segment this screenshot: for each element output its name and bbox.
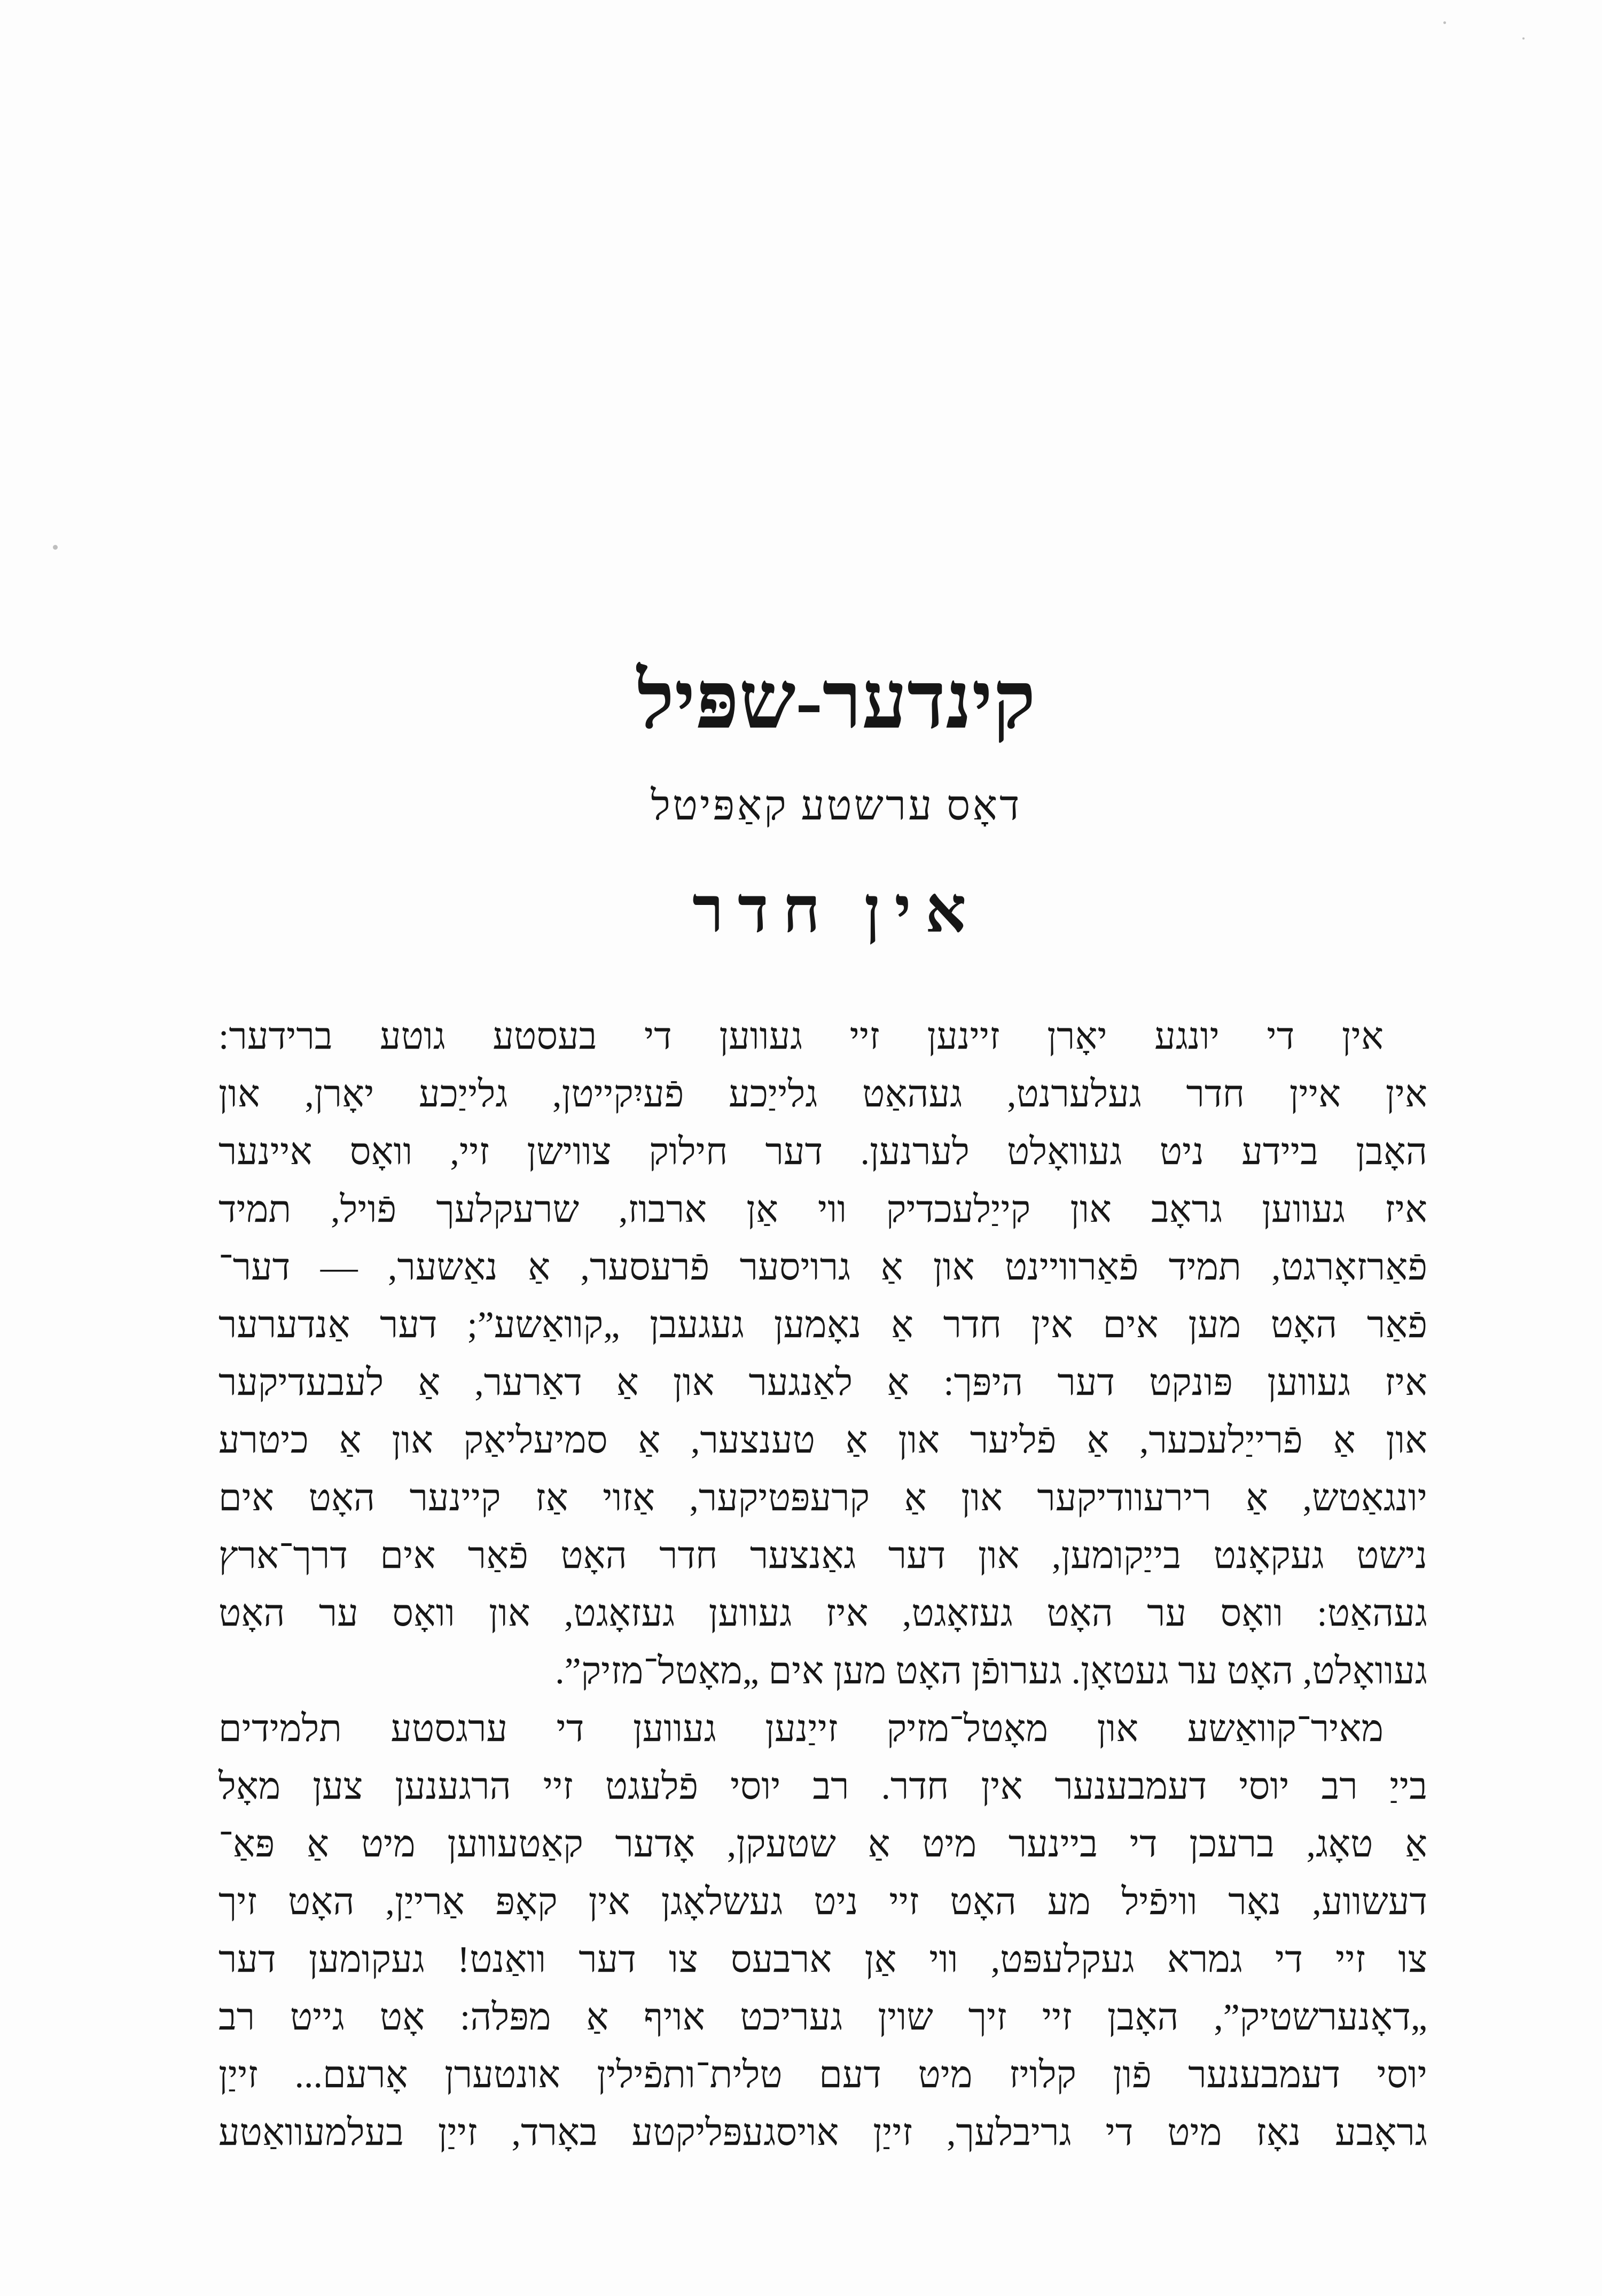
text-line: יונגאַטש, אַ רירעוודיקער און אַ קרעפּטיקער, אַזוי אַז קיינער האָט אים (218, 1478, 1427, 1519)
text-line: איז געווען פּונקט דער היפּך: אַ לאַנגער און אַ דאַרער, אַ לעבעדיקער (218, 1362, 1427, 1403)
text-line: צו זיי די גמרא געקלעפּט, ווי אַן ארבעס צו דער וואַנט! געקומען דער (218, 1939, 1427, 1980)
text-line: איז געווען גראָב און קייַלעכדיק ווי אַן ארבוז, שרעקלעך פֿויל, תמיד (218, 1189, 1427, 1230)
text-line: האָבן ביידע ניט געוואָלט לערנען. דער חילוק צווישן זיי, וואָס איינער (218, 1131, 1427, 1173)
text-line: פֿאַר האָט מען אים אין חדר אַ נאָמען געגעבן „קוואַשע”; דער אַנדערער (218, 1305, 1427, 1346)
paragraph (218, 1700, 1427, 2162)
chapter-label: דאָס ערשטע קאַפּיטל (651, 782, 1022, 829)
text-line: נישט געקאָנט בייַקומען, און דער גאַנצער חדר האָט פֿאַר אים דרך־ארץ (218, 1535, 1427, 1576)
text-line: יוסי דעמבענער פֿון קלויז מיט דעם טלית־ותפֿילין אונטערן אָרעם... זייַן (218, 2055, 1427, 2096)
text-line: מאיר־קוואַשע און מאָטל־מזיק זייַנען געווען די ערגסטע תלמידים (218, 1708, 1384, 1750)
text-line: געוואָלט, האָט ער געטאָן. גערופֿן האָט מען אים „מאָטל־מזיק”. (555, 1651, 1427, 1692)
text-line: „דאָנערשטיק”, האָבן זיי זיך שוין געריכט אויף אַ מפּלה: אָט גייט רב (218, 1997, 1427, 2038)
text-line: אין די יונגע יאָרן זיינען זיי געווען די בעסטע גוטע ברידער: (218, 1016, 1384, 1057)
chapter-title: אין חדר (692, 874, 980, 946)
text-line: געהאַט: וואָס ער האָט געזאָגט, איז געווען געזאָגט, און וואָס ער האָט (218, 1593, 1427, 1634)
scan-speck (1443, 21, 1446, 24)
text-line: אַ טאָג, ברעכן די ביינער מיט אַ שטעקן, אָדער קאַטעווען מיט אַ פּאַ־ (218, 1824, 1427, 1865)
book-title: קינדער-שפּיל (637, 657, 1036, 745)
scan-speck (53, 545, 58, 550)
paragraph (218, 1008, 1427, 1700)
text-line: אין איין חדר געלערנט, געהאַט גלייַכע פֿעיִקייטן, גלייַכע יאָרן, און (218, 1074, 1427, 1115)
text-line: און אַ פֿרייַלעכער, אַ פֿליער און אַ טענצער, אַ סמיעליאַק און אַ כיטרע (218, 1420, 1427, 1461)
text-line: בייַ רב יוסי דעמבענער אין חדר. רב יוסי פֿלעגט זיי הרגענען צען מאָל (218, 1766, 1427, 1807)
text-line: דעשווע, נאָר וויפֿיל מע האָט זיי ניט געשלאָגן אין קאָפּ אַרייַן, האָט זיך (218, 1881, 1427, 1923)
text-line: פֿאַרזאָרגט, תמיד פֿאַרוויינט און אַ גרויסער פֿרעסער, אַ נאַשער, — דער־ (218, 1247, 1427, 1288)
text-line: גראָבע נאָז מיט די גריבלעך, זייַן אויסגעפּליקטע באָרד, זייַן בעלמעוואַטע (218, 2112, 1427, 2153)
scan-speck (1522, 37, 1525, 40)
body-text (218, 1008, 1427, 2162)
